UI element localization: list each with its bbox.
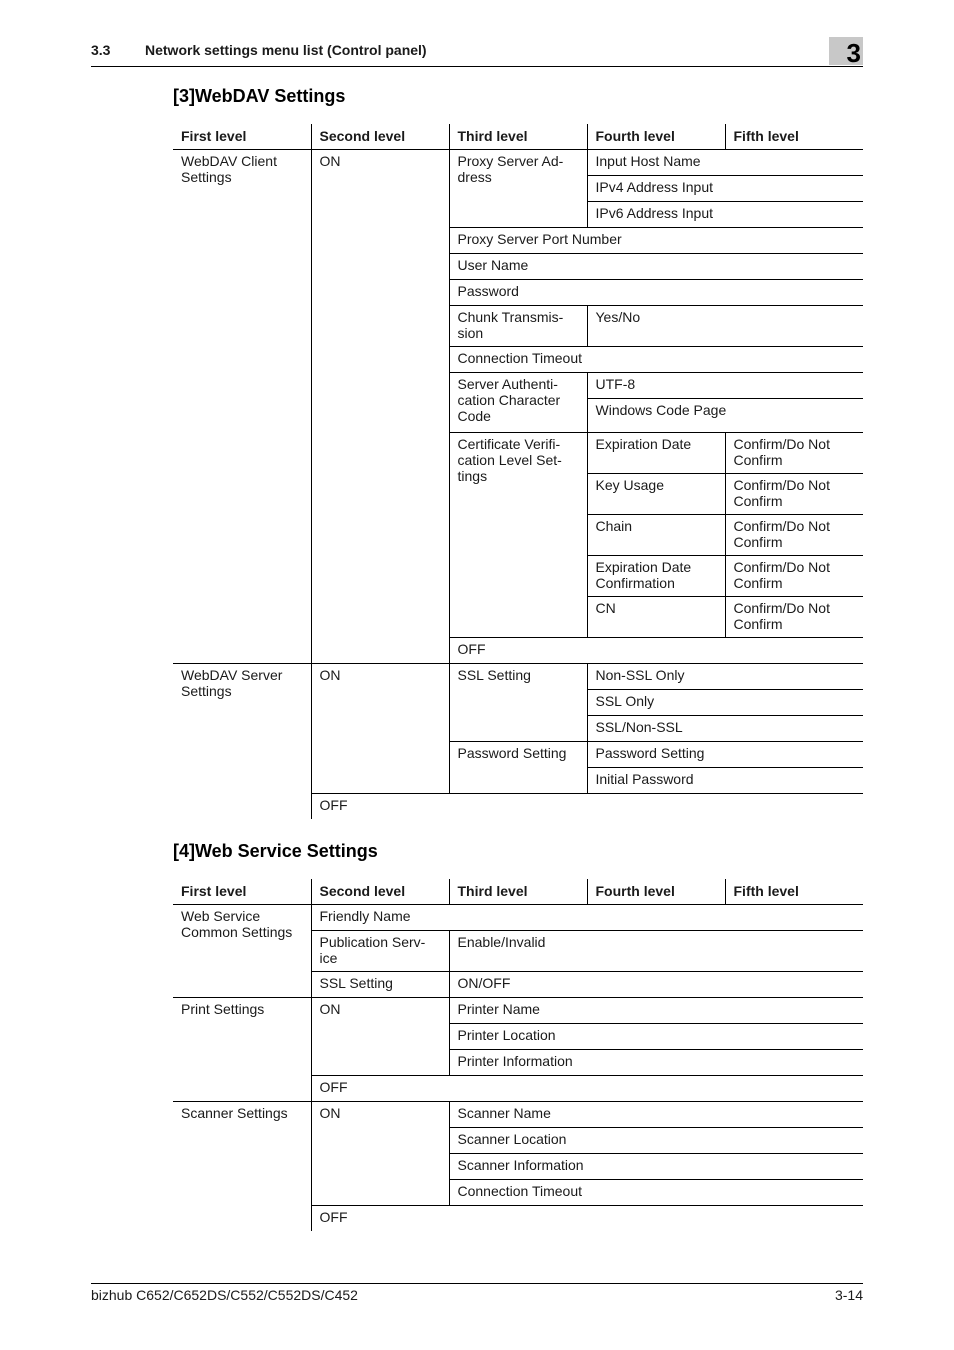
column-header: Third level (449, 879, 587, 905)
webdav-settings-table (173, 124, 863, 664)
first-level-cell: WebDAV Server Settings (181, 667, 283, 699)
table-row (173, 664, 863, 690)
page-footer (91, 1283, 863, 1303)
third-level-cell: Chunk Transmis-sion (449, 306, 587, 347)
table-header-row (173, 879, 863, 905)
fourth-level-cell: Windows Code Page (587, 399, 863, 433)
page-number: 3-14 (834, 1287, 863, 1303)
second-level-cell: ON (311, 998, 449, 1076)
fifth-level-cell: Confirm/Do Not Confirm (725, 556, 863, 597)
column-header: Third level (449, 124, 587, 150)
third-level-cell: Proxy Server Ad-dress (449, 150, 587, 228)
webservice-settings-table (173, 879, 863, 1231)
third-level-cell: ON/OFF (449, 972, 863, 998)
third-level-cell: Printer Name (449, 998, 863, 1024)
third-level-cell: Scanner Information (449, 1154, 863, 1180)
webservice-heading: [4]Web Service Settings (173, 841, 378, 861)
third-level-cell: Certificate Verifi-cation Level Set-tings (449, 433, 587, 638)
second-level-cell: SSL Setting (311, 972, 449, 998)
third-level-cell: SSL Setting (449, 664, 587, 742)
fourth-level-cell: CN (587, 597, 725, 638)
table-row (173, 1102, 863, 1128)
column-header: Fifth level (725, 124, 863, 150)
third-level-cell: Printer Information (449, 1050, 863, 1076)
page-header (91, 40, 863, 67)
column-header: First level (173, 879, 311, 905)
second-level-cell: OFF (449, 638, 863, 664)
third-level-cell: Connection Timeout (449, 1180, 863, 1206)
fifth-level-cell: Confirm/Do Not Confirm (725, 597, 863, 638)
table-row (173, 905, 863, 931)
second-level-cell: ON (311, 1102, 449, 1206)
column-header: Second level (311, 879, 449, 905)
chapter-badge: 3 (829, 37, 863, 65)
second-level-cell: OFF (311, 1206, 863, 1232)
fourth-level-cell: Expiration Date Confirmation (587, 556, 725, 597)
fourth-level-cell: SSL Only (587, 690, 863, 716)
fourth-level-cell: Non-SSL Only (587, 664, 863, 690)
third-level-cell: Scanner Name (449, 1102, 863, 1128)
third-level-cell: Password Setting (449, 742, 587, 794)
second-level-cell: Publication Serv-ice (311, 931, 449, 972)
column-header: Fifth level (725, 879, 863, 905)
first-level-cell: Print Settings (173, 998, 311, 1102)
third-level-cell: User Name (449, 254, 863, 280)
second-level-cell: OFF (311, 794, 863, 820)
fourth-level-cell: Yes/No (587, 306, 863, 347)
fourth-level-cell: IPv6 Address Input (587, 202, 863, 228)
second-level-cell: OFF (311, 1076, 863, 1102)
model-name: bizhub C652/C652DS/C552/C552DS/C452 (91, 1287, 358, 1303)
webdav-heading: [3]WebDAV Settings (173, 86, 346, 106)
fourth-level-cell: Initial Password (587, 768, 863, 794)
second-level-cell: Friendly Name (311, 905, 863, 931)
table-header-row (173, 124, 863, 150)
fifth-level-cell: Confirm/Do Not Confirm (725, 515, 863, 556)
fourth-level-cell: UTF-8 (587, 373, 863, 399)
third-level-cell: Server Authenti-cation Character Code (449, 373, 587, 433)
column-header: Fourth level (587, 879, 725, 905)
first-level-cell: Scanner Settings (181, 1105, 288, 1121)
column-header: Fourth level (587, 124, 725, 150)
fourth-level-cell: Expiration Date (587, 433, 725, 474)
fourth-level-cell: IPv4 Address Input (587, 176, 863, 202)
fourth-level-cell: Chain (587, 515, 725, 556)
column-header: First level (173, 124, 311, 150)
column-header: Second level (311, 124, 449, 150)
first-level-cell: WebDAV Client Settings (181, 153, 277, 185)
third-level-cell: Connection Timeout (449, 347, 863, 373)
third-level-cell: Scanner Location (449, 1128, 863, 1154)
fifth-level-cell: Confirm/Do Not Confirm (725, 433, 863, 474)
first-level-cell: Web Service Common Settings (173, 905, 311, 998)
section-title: Network settings menu list (Control panel) (145, 42, 427, 58)
section-number: 3.3 (91, 42, 111, 58)
third-level-cell: Enable/Invalid (449, 931, 863, 972)
fourth-level-cell: SSL/Non-SSL (587, 716, 863, 742)
webdav-server-table (173, 663, 863, 819)
fourth-level-cell: Password Setting (587, 742, 863, 768)
fourth-level-cell: Input Host Name (587, 150, 863, 176)
fourth-level-cell: Key Usage (587, 474, 725, 515)
third-level-cell: Printer Location (449, 1024, 863, 1050)
table-row (173, 150, 863, 176)
third-level-cell: Password (449, 280, 863, 306)
table-row (173, 998, 863, 1024)
second-level-cell: ON (311, 150, 449, 664)
fifth-level-cell: Confirm/Do Not Confirm (725, 474, 863, 515)
third-level-cell: Proxy Server Port Number (449, 228, 863, 254)
second-level-cell: ON (311, 664, 449, 794)
